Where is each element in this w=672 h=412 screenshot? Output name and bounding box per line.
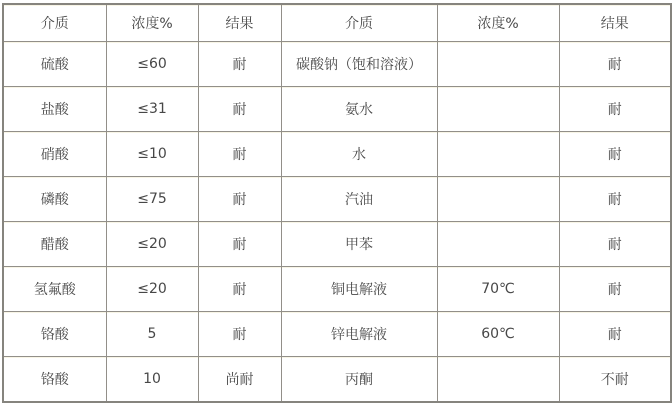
header-concentration-1: 浓度% bbox=[106, 4, 198, 42]
table-header-row bbox=[3, 4, 671, 42]
cell-concentration-2: 70℃ bbox=[437, 267, 559, 312]
cell-result-1: 耐 bbox=[198, 222, 281, 267]
cell-concentration-2: 60℃ bbox=[437, 312, 559, 357]
cell-medium-1: 磷酸 bbox=[3, 177, 106, 222]
cell-concentration-2 bbox=[437, 42, 559, 87]
cell-medium-2: 水 bbox=[281, 132, 437, 177]
cell-medium-2: 碳酸钠（饱和溶液） bbox=[281, 42, 437, 87]
table-row bbox=[3, 87, 671, 132]
cell-medium-2: 铜电解液 bbox=[281, 267, 437, 312]
cell-medium-1: 硫酸 bbox=[3, 42, 106, 87]
cell-concentration-1: ≤75 bbox=[106, 177, 198, 222]
header-result-2: 结果 bbox=[559, 4, 671, 42]
cell-concentration-1: 10 bbox=[106, 357, 198, 403]
cell-result-2: 耐 bbox=[559, 222, 671, 267]
table-row bbox=[3, 312, 671, 357]
cell-result-2: 耐 bbox=[559, 312, 671, 357]
cell-result-2: 耐 bbox=[559, 132, 671, 177]
cell-medium-2: 锌电解液 bbox=[281, 312, 437, 357]
cell-result-1: 耐 bbox=[198, 267, 281, 312]
cell-concentration-2 bbox=[437, 222, 559, 267]
table-row bbox=[3, 177, 671, 222]
table-row bbox=[3, 267, 671, 312]
cell-concentration-1: 5 bbox=[106, 312, 198, 357]
table-row bbox=[3, 222, 671, 267]
cell-result-2: 耐 bbox=[559, 87, 671, 132]
cell-medium-2: 甲苯 bbox=[281, 222, 437, 267]
table-row bbox=[3, 132, 671, 177]
cell-medium-1: 铬酸 bbox=[3, 312, 106, 357]
header-concentration-2: 浓度% bbox=[437, 4, 559, 42]
cell-result-1: 尚耐 bbox=[198, 357, 281, 403]
cell-result-1: 耐 bbox=[198, 87, 281, 132]
cell-medium-1: 硝酸 bbox=[3, 132, 106, 177]
cell-concentration-2 bbox=[437, 177, 559, 222]
cell-medium-1: 盐酸 bbox=[3, 87, 106, 132]
cell-result-1: 耐 bbox=[198, 312, 281, 357]
cell-result-2: 耐 bbox=[559, 177, 671, 222]
cell-medium-2: 丙酮 bbox=[281, 357, 437, 403]
cell-concentration-1: ≤10 bbox=[106, 132, 198, 177]
cell-concentration-2 bbox=[437, 132, 559, 177]
header-medium-1: 介质 bbox=[3, 4, 106, 42]
header-result-1: 结果 bbox=[198, 4, 281, 42]
cell-result-2: 不耐 bbox=[559, 357, 671, 403]
cell-result-1: 耐 bbox=[198, 42, 281, 87]
table-row bbox=[3, 42, 671, 87]
cell-medium-2: 汽油 bbox=[281, 177, 437, 222]
cell-result-1: 耐 bbox=[198, 177, 281, 222]
chemical-resistance-table bbox=[2, 3, 672, 403]
cell-medium-1: 氢氟酸 bbox=[3, 267, 106, 312]
cell-medium-1: 醋酸 bbox=[3, 222, 106, 267]
cell-medium-2: 氨水 bbox=[281, 87, 437, 132]
cell-concentration-2 bbox=[437, 357, 559, 403]
header-medium-2: 介质 bbox=[281, 4, 437, 42]
cell-result-2: 耐 bbox=[559, 42, 671, 87]
cell-concentration-2 bbox=[437, 87, 559, 132]
table-row bbox=[3, 357, 671, 403]
cell-concentration-1: ≤20 bbox=[106, 222, 198, 267]
cell-concentration-1: ≤31 bbox=[106, 87, 198, 132]
cell-result-2: 耐 bbox=[559, 267, 671, 312]
cell-concentration-1: ≤60 bbox=[106, 42, 198, 87]
cell-medium-1: 铬酸 bbox=[3, 357, 106, 403]
cell-result-1: 耐 bbox=[198, 132, 281, 177]
cell-concentration-1: ≤20 bbox=[106, 267, 198, 312]
